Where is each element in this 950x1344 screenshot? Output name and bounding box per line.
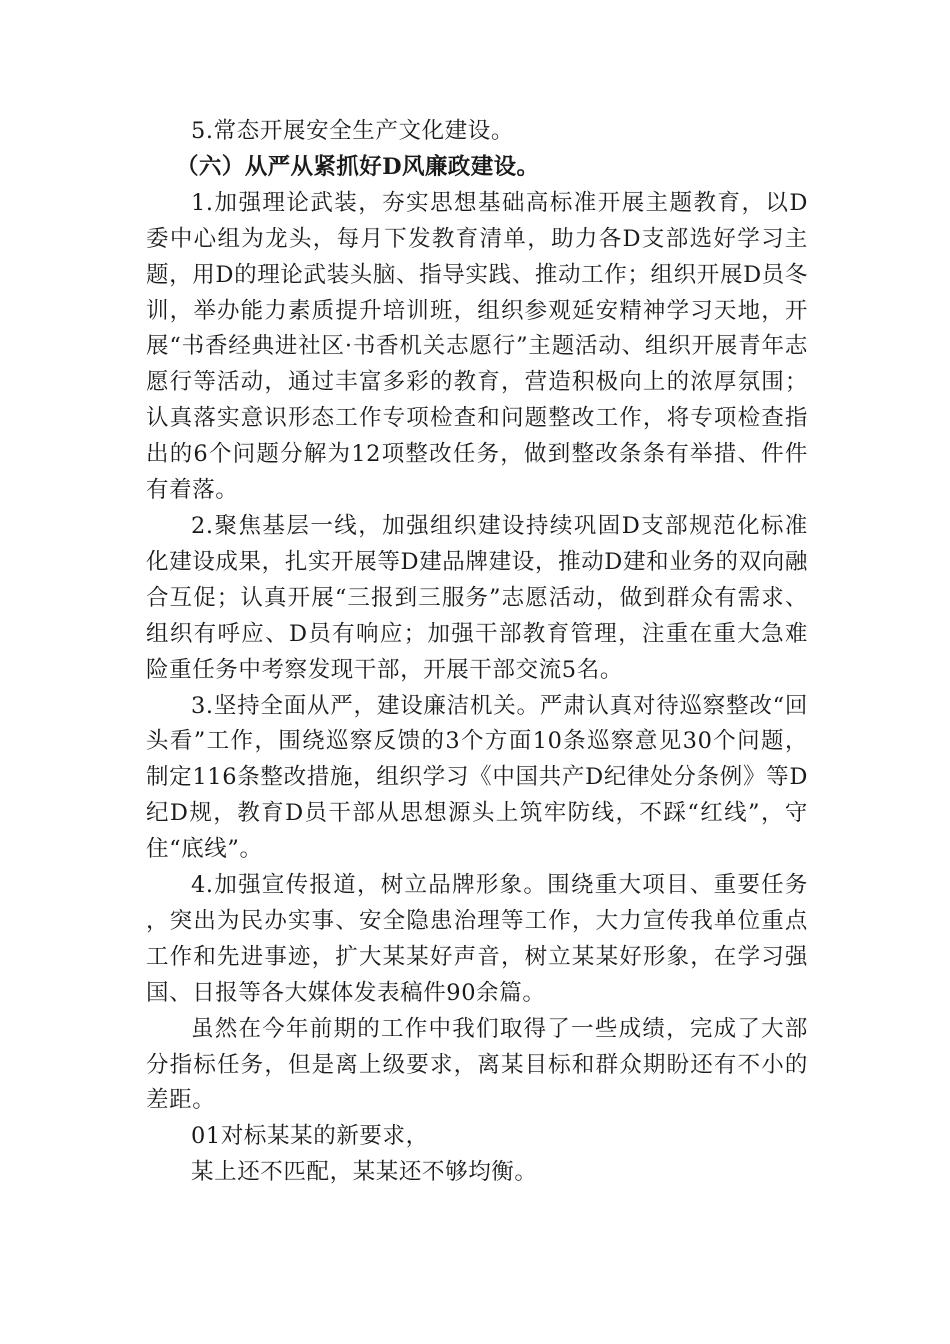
paragraph-grassroots: 2.聚焦基层一线，加强组织建设持续巩固D支部规范化标准化建设成果，扎实开展等D建品牌建设，推动D建和业务的双向融合互促；认真开展“三报到三服务”志愿活动，做到群众有需求、组织有呼应、D员有响应；加强干部教育管理，注重在重大急难险重任务中考察发现干部，开展干部交流5名。 [146,512,808,683]
paragraph-theory-arming: 1.加强理论武装，夯实思想基础高标准开展主题教育，以D委中心组为龙头，每月下发教育清单，助力各D支部选好学习主题，用D的理论武装头脑、指导实践、推动工作；组织开展D员冬训，举办能力素质提升培训班，组织参观延安精神学习天地，开展“书香经典进社区·书香机关志愿行”主题活动、组织开展青年志愿行等活动，通过丰富多彩的教育，营造积极向上的浓厚氛围；认真落实意识形态工作专项检查和问题整改工作，将专项检查指出的6个问题分解为12项整改任务，做到整改条条有举措、件件有着落。 [146,189,808,504]
paragraph-publicity: 4.加强宣传报道，树立品牌形象。围绕重大项目、重要任务，突出为民办实事、安全隐患治理等工作，大力宣传我单位重点工作和先进事迹，扩大某某好声音，树立某某好形象，在学习强国、日报等各大媒体发表稿件90余篇。 [146,872,808,1006]
section-heading-six: （六）从严从紧抓好D风廉政建设。 [176,153,540,180]
paragraph-safety-culture: 5.常态开展安全生产文化建设。 [191,118,514,144]
document-page [146,114,808,1191]
paragraph-mismatch: 某上还不匹配，某某还不够均衡。 [191,1159,538,1186]
paragraph-item-01: 01对标某某的新要求， [191,1123,429,1150]
paragraph-summary-gap: 虽然在今年前期的工作中我们取得了一些成绩，完成了大部分指标任务，但是离上级要求，离某目标和群众期盼还有不小的差距。 [146,1015,808,1114]
paragraph-strict-governance: 3.坚持全面从严，建设廉洁机关。严肃认真对待巡察整改“回头看”工作，围绕巡察反馈的3个方面10条巡察意见30个问题，制定116条整改措施，组织学习《中国共产D纪律处分条例》等D纪D规，教育D员干部从思想源头上筑牢防线，不踩“红线”，守住“底线”。 [146,692,808,863]
